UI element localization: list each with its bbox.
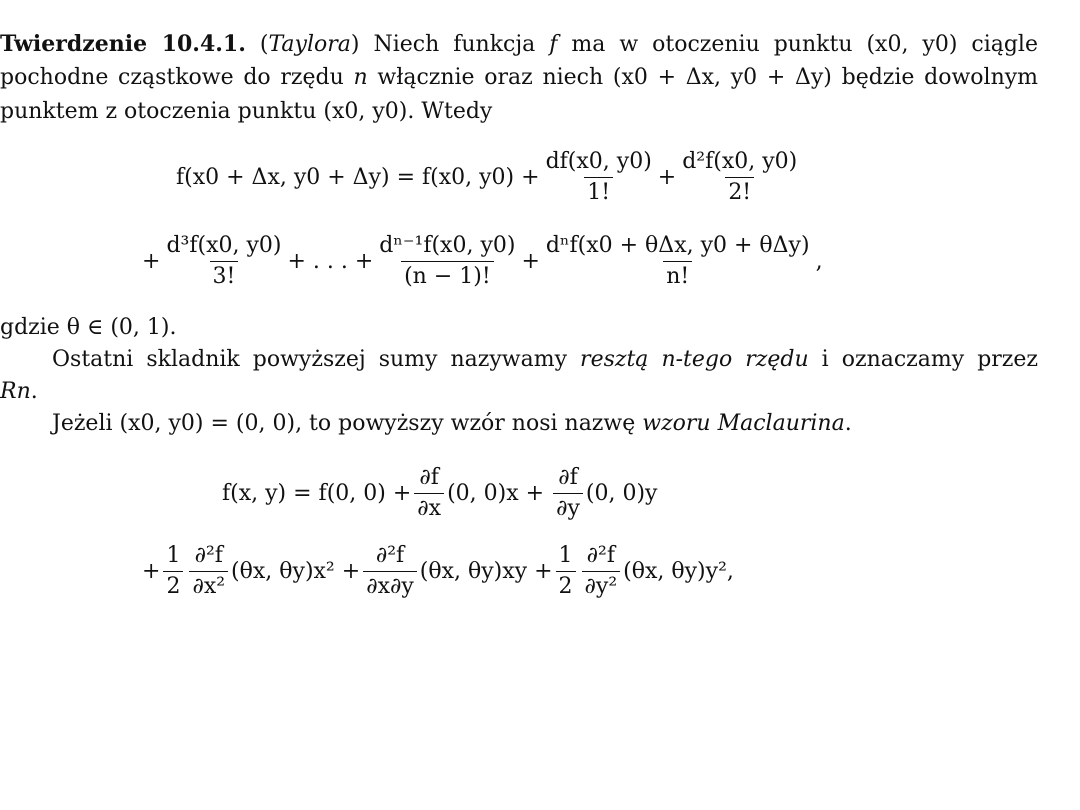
second-partial-xx-fraction: $\frac{\text{∂²f}}{\text{∂x²}}$ xyxy=(189,542,228,601)
symbol-n: n xyxy=(353,65,368,90)
point-x0-y0: (x0, y0) xyxy=(323,99,408,124)
remainder-text: i oznaczamy przez xyxy=(821,347,1038,372)
second-partial-yy-fraction: $\frac{\text{∂²f}}{\text{∂y²}}$ xyxy=(582,542,621,601)
theorem-text: ma w otoczeniu punktu xyxy=(571,32,853,57)
taylor-formula-line-2 xyxy=(142,232,823,291)
partial-fy-fraction: $\frac{\partial f}{\partial y}$ xyxy=(553,464,583,523)
theorem-text: będzie dowolnym xyxy=(841,65,1039,90)
comma: , xyxy=(815,248,823,274)
one-half-fraction: $\frac{1}{2}$ xyxy=(556,542,576,601)
partial-fx-fraction: $\frac{\partial f}{\partial x}$ xyxy=(414,464,444,523)
theorem-text: ciągle xyxy=(971,32,1038,57)
fraction-nth-differential: $\frac{\text{dⁿf(x0 + θΔx, y0 + θΔy)}}{n!}$ xyxy=(545,233,810,289)
maclaurin-text: Jeżeli (x0, y0) = (0, 0), to powyższy wzór nosi nazwę xyxy=(52,411,636,436)
maclaurin-term: wzoru Maclaurina xyxy=(642,411,845,436)
shifted-point: (x0 + Δx, y0 + Δy) xyxy=(612,65,832,90)
taylor-lhs: f(x0 + Δx, y0 + Δy) = f(x0, y0) + xyxy=(176,164,540,190)
theorem-line-2 xyxy=(0,62,1038,94)
fraction-n-minus-1-differential: $\frac{\text{dⁿ⁻¹f(x0, y0)}}{(n - 1)!}$ xyxy=(379,233,516,289)
remainder-line-1 xyxy=(0,344,1038,376)
theorem-label: Twierdzenie 10.4.1. xyxy=(0,31,246,57)
maclaurin-formula-line-1 xyxy=(222,464,657,523)
remainder-text: Ostatni skladnik powyższej sumy nazywamy xyxy=(52,347,568,372)
theorem-text: Niech funkcja xyxy=(373,32,536,57)
maclaurin-term-1: (0, 0)x + xyxy=(447,480,545,506)
plus-sign: + xyxy=(142,248,161,274)
plus-sign: + xyxy=(657,164,677,190)
fraction-third-differential: $\frac{\text{d³f(x0, y0)}}{3!}$ xyxy=(166,233,282,289)
maclaurin-term-3: (θx, θy)x² + xyxy=(231,558,361,584)
fraction-first-differential: $\frac{df(x0, y0)}{1!}$ xyxy=(545,149,652,205)
remainder-term: resztą n-tego rzędu xyxy=(580,347,809,372)
theorem-line-3 xyxy=(0,96,1038,128)
maclaurin-formula-line-2 xyxy=(142,542,734,601)
maclaurin-term-2: (0, 0)y xyxy=(585,480,658,506)
fraction-second-differential: $\frac{\text{d²f(x0, y0)}}{2!}$ xyxy=(682,149,798,205)
one-half-fraction: $\frac{1}{2}$ xyxy=(163,542,183,601)
theorem-text: pochodne cząstkowe do rzędu xyxy=(0,65,344,90)
where-theta-line xyxy=(0,312,1038,344)
maclaurin-term-5: (θx, θy)y², xyxy=(623,558,734,584)
maclaurin-term-4: (θx, θy)xy + xyxy=(419,558,553,584)
where-theta-text: gdzie θ ∈ (0, 1). xyxy=(0,315,177,340)
maclaurin-lhs: f(x, y) = f(0, 0) + xyxy=(222,480,412,506)
ellipsis: + . . . + xyxy=(287,248,374,274)
plus-sign: + xyxy=(521,248,540,274)
remainder-symbol: Rn xyxy=(0,379,31,404)
remainder-line-2: Rn. xyxy=(0,379,38,404)
theorem-text: punktem z otoczenia punktu xyxy=(0,99,317,124)
theorem-text: włącznie oraz niech xyxy=(377,65,604,90)
taylor-formula-line-1 xyxy=(176,148,803,207)
maclaurin-line: Jeżeli (x0, y0) = (0, 0), to powyższy wzór nosi nazwę wzoru Maclaurina. xyxy=(52,411,852,436)
symbol-f: f xyxy=(549,32,558,57)
point-x0-y0: (x0, y0) xyxy=(866,32,958,57)
plus-sign: + xyxy=(142,558,161,584)
mixed-partial-xy-fraction: $\frac{\text{∂²f}}{\partial x\partial y}$ xyxy=(363,542,417,601)
theorem-line-1 xyxy=(0,28,1038,61)
theorem-name: (Taylora) xyxy=(259,32,360,57)
theorem-text: . Wtedy xyxy=(407,99,493,124)
